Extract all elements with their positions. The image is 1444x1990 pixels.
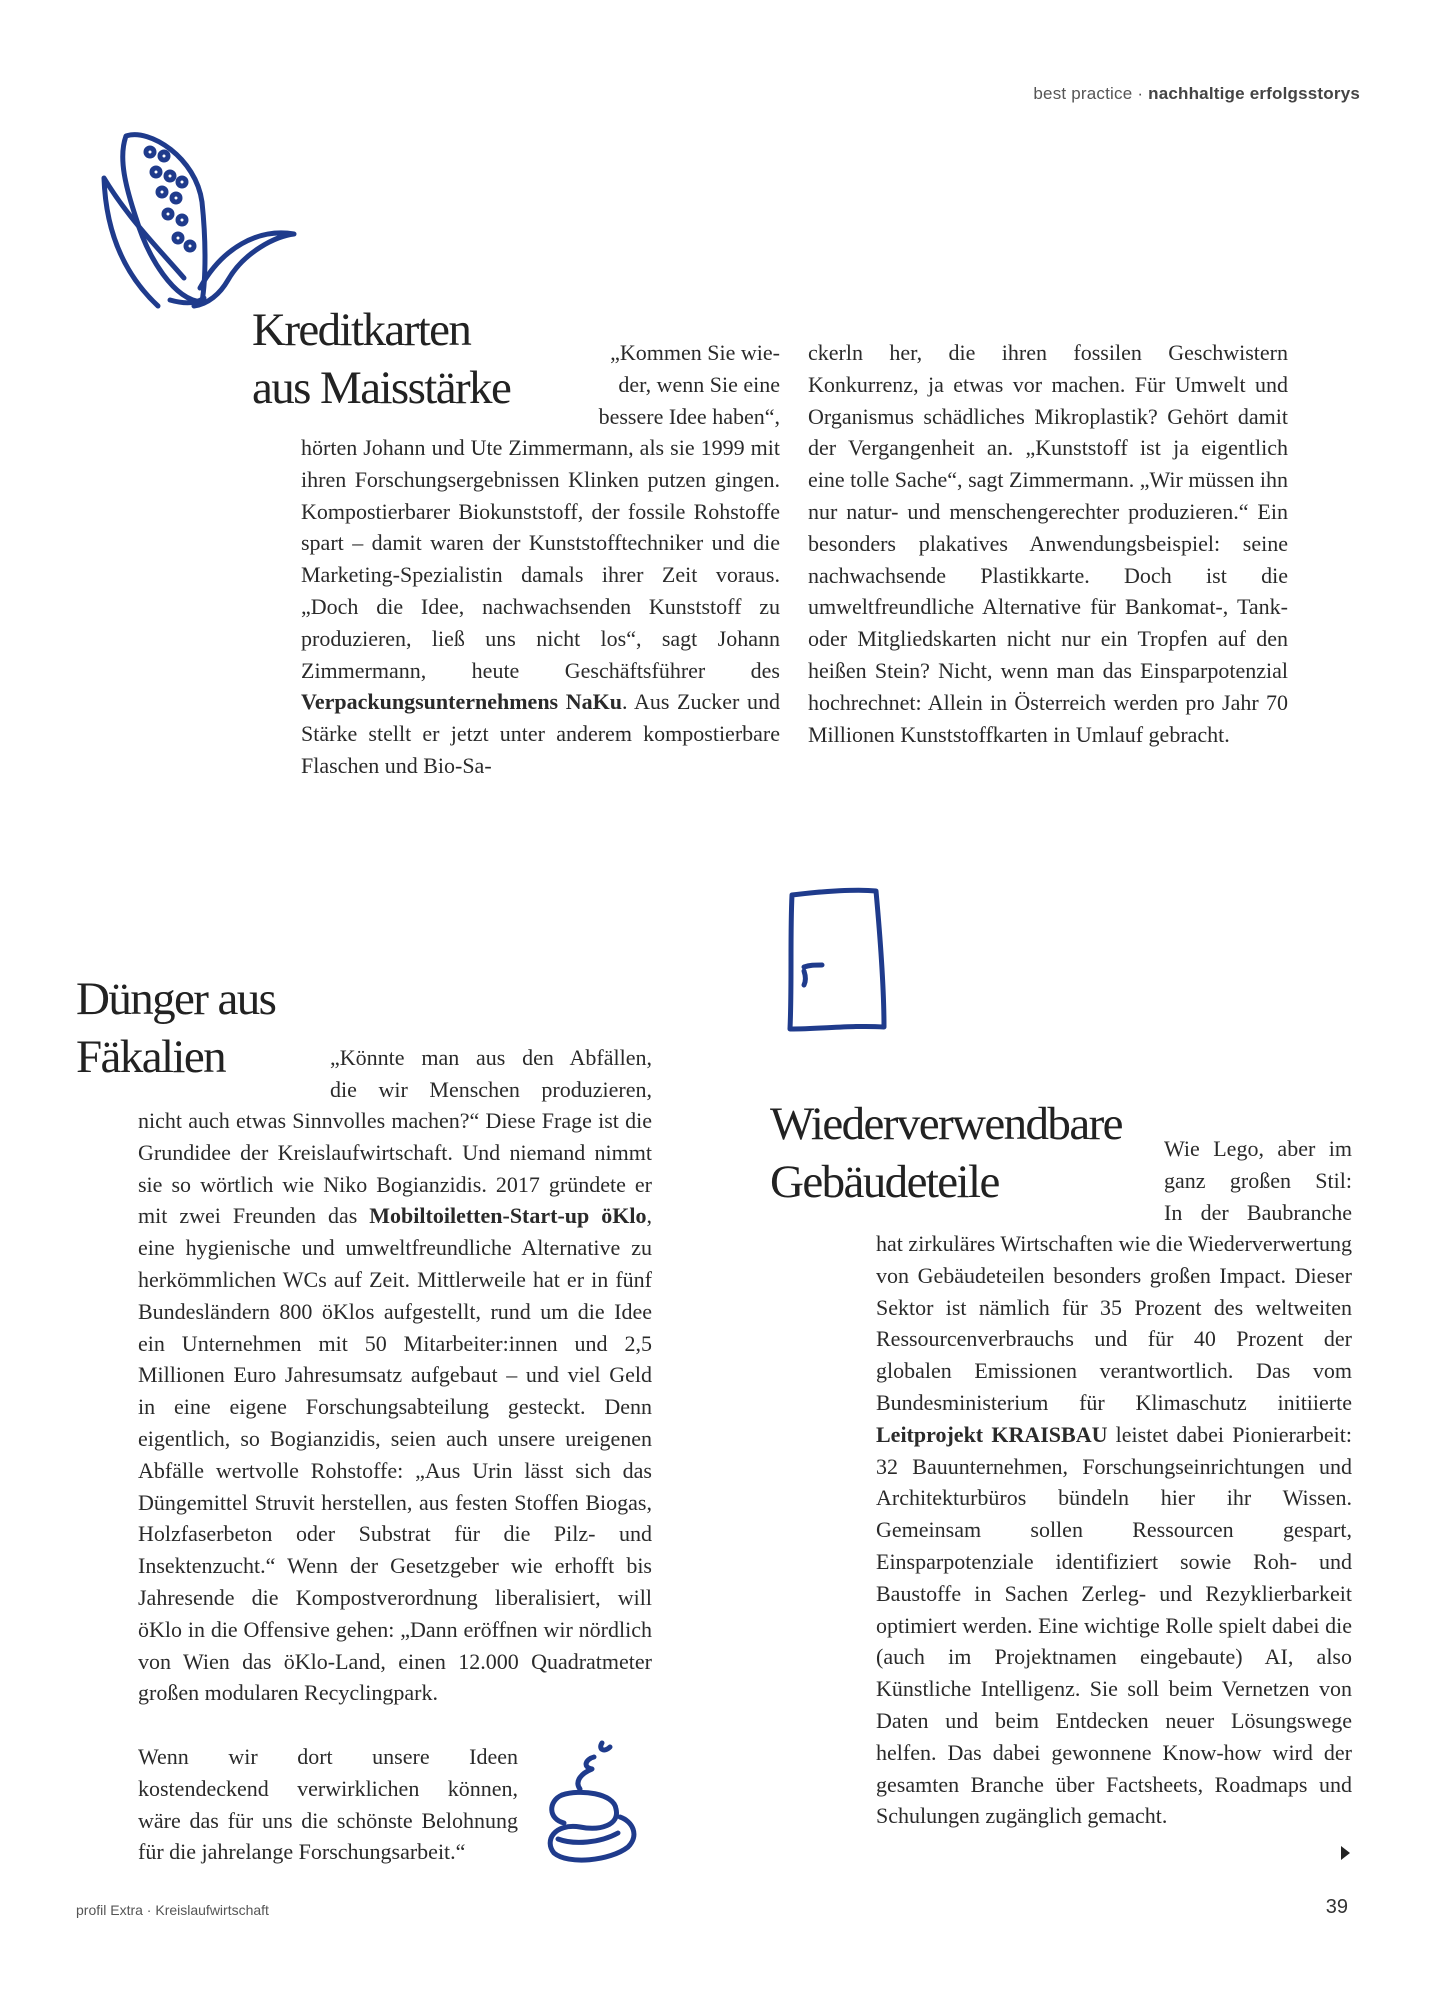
article-title [770,1095,1122,1211]
title-line: Kreditkarten [252,304,471,356]
lead-line: bessere Idee haben“, [598,403,780,429]
article-title [76,970,275,1086]
page-number: 39 [1325,1896,1348,1918]
company-name: Verpackungsunternehmens NaKu [301,689,623,715]
title-line: aus Maisstärke [252,362,511,414]
poop-icon [540,1735,650,1865]
body-text: nicht auch etwas Sinnvolles machen?“ Diese Frage ist die Grundidee der Kreislaufwirtschaft. Und niemand nimmt sie so wörtlich wie Niko Bogianzidis. 2017 gründete er mit zwei Freunden das [138,1108,652,1229]
project-name: Leitprojekt KRAISBAU [876,1421,1108,1447]
article-body-tail [138,1741,518,1868]
body-text: , eine hygienische und umweltfreundliche Alternative zu herkömmlichen WCs auf Zeit. Mittlerweile hat er in fünf Bundesländern 800 öKlos aufgestellt, rund um die Idee ein Unternehmen mit 50 Mitarbeiter:innen und 2,5 Millionen Euro Jahresumsatz aufgebaut – und viel Geld in eine eigene Forschungsabteilung gesteckt. Denn eigentlich, so Bogianzidis, seien auch unsere ureigenen Abfälle wertvolle Rohstoffe: „Aus Urin lässt sich das Düngemittel Struvit herstellen, aus festen Stoffen Biogas, Holzfaserbeton oder Substrat für die Pilz- und Insektenzucht.“ Wenn der Gesetzgeber wie erhofft bis Jahresende die Kompostverordnung liberalisiert, will öKlo in die Offensive gehen: „Dann eröffnen wir nördlich von Wien das öKlo-Land, einen 12.000 Quadratmeter großen modularen Recyclingpark. [138,1203,652,1706]
body-text: ckerln her, die ihren fossilen Geschwistern Konkurrenz, ja etwas vor machen. Für Umwelt und Organismus schädliches Mikroplastik? Gehört damit der Vergangenheit an. „Kunststoff ist ja eigentlich eine tolle Sache“, sagt Zimmermann. „Wir müssen ihn nur natur- und menschengerechter produzieren.“ Ein besonders plakatives Anwendungsbeispiel: seine nachwachsende Plastikkarte. Doch ist die umweltfreundliche Alternative für Bankomat-, Tank- oder Mitgliedskarten nicht nur ein Tropfen auf den heißen Stein? Nicht, wenn man das Einsparpotenzial hochrechnet: Allein in Österreich werden pro Jahr 70 Millionen Kunststoffkarten in Umlauf gebracht. [808,340,1288,747]
article-body [138,1105,652,1709]
footer-publication: profil Extra · Kreislaufwirtschaft [76,1902,269,1918]
header-separator: · [1132,84,1149,103]
article-title [252,301,510,417]
company-name: Mobiltoiletten-Start-up öKlo [369,1203,647,1229]
body-text: Wenn wir dort unsere Ideen kostendeckend verwirklichen können, wäre das für uns die schönste Belohnung für die jahrelange Forschungsarbeit.“ [138,1744,518,1865]
header-category: best practice [1033,84,1133,103]
running-header [1033,84,1360,104]
corn-icon [98,128,298,308]
body-text: . Aus Zucker und Stärke stellt er jetzt unter anderem kompostierbare Flaschen und Bio-Sa- [301,689,781,778]
lead-line: „Kommen Sie wie- [610,340,780,365]
body-text: leistet dabei Pionierarbeit: 32 Bauunternehmen, Forschungseinrichtungen und Architekturbüros bündeln hier ihr Wissen. Gemeinsam sollen Ressourcen gespart, Einsparpotenziale identifiziert sowie Roh- und Baustoffe in Sachen Zerleg- und Rezyklierbarkeit optimiert werden. Eine wichtige Rolle spielt dabei die (auch im Projektnamen eingebaute) AI, also Künstliche Intelligenz. Sie soll beim Vernetzen von Daten und beim Entdecken neuer Lösungswege helfen. Das dabei gewonnene Know-how wird der gesamten Branche über Factsheets, Roadmaps und Schulungen zugänglich gemacht. [876,1421,1352,1829]
article-lead [1164,1133,1352,1228]
article-lead [582,337,780,432]
title-line: Gebäudeteile [770,1156,999,1208]
lead-line: die wir Menschen produzieren, [330,1076,652,1102]
lead-line: „Könnte man aus den Abfällen, [330,1045,652,1070]
title-line: Fäkalien [76,1031,226,1083]
lead-line: In der Baubranche [1164,1199,1352,1225]
header-section: nachhaltige erfolgsstorys [1148,84,1360,103]
article-body [301,432,780,782]
title-line: Wiederverwendbare [770,1098,1122,1150]
article-lead [330,1042,652,1106]
lead-line: Wie Lego, aber im [1164,1136,1352,1161]
title-line: Dünger aus [76,973,276,1025]
lead-line: ganz großen Stil: [1164,1167,1352,1193]
article-body [876,1228,1352,1832]
door-icon [784,885,894,1035]
article-body-col2 [808,337,1288,750]
body-text: hat zirkuläres Wirtschaften wie die Wiederverwertung von Gebäudeteilen besonders großen Impact. Dieser Sektor ist nämlich für 35 Prozent des weltweiten Ressourcenverbrauchs und für 40 Prozent der globalen Emissionen verantwortlich. Das vom Bundesministerium für Klimaschutz initiierte [876,1231,1352,1415]
continue-arrow-icon[interactable] [1340,1845,1352,1861]
lead-line: der, wenn Sie eine [618,371,780,397]
body-text: hörten Johann und Ute Zimmermann, als sie 1999 mit ihren Forschungsergebnissen Klinken putzen gingen. Kompostierbarer Biokunststoff, der fossile Rohstoffe spart – damit waren der Kunststofftechniker und die Marketing-Spezialistin damals ihrer Zeit voraus. „Doch die Idee, nachwachsenden Kunststoff zu produzieren, ließ uns nicht los“, sagt Johann Zimmermann, heute Geschäftsführer des [301,435,780,683]
